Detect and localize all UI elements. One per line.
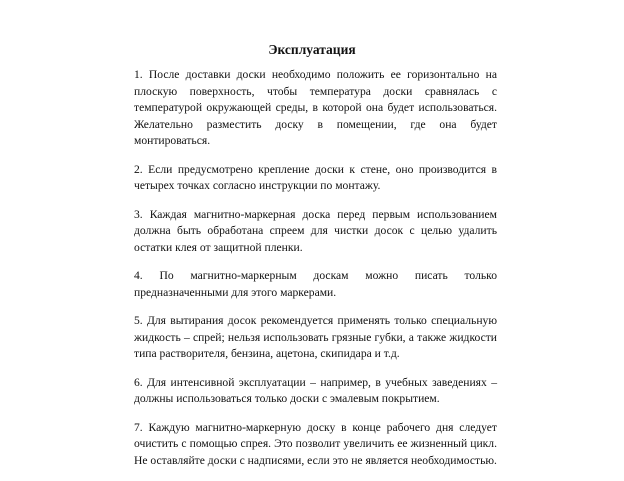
instruction-item-7: 7. Каждую магнитно-маркерную доску в конце рабочего дня следует очистить с помощью спрея. Это позволит увеличить ее жизненный цикл. Не оставляйте доски с надписями, если это не является необходимостью.	[134, 420, 497, 467]
instruction-item-5: 5. Для вытирания досок рекомендуется применять только специальную жидкость – спрей; нельзя использовать грязные губки, а также жидкости типа растворителя, бензина, ацетона, скипидара и т.д.	[134, 314, 497, 360]
instruction-item-1: 1. После доставки доски необходимо положить ее горизонтально на плоскую поверхность, чтобы температура доски сравнялась с температурой окружающей среды, в которой она будет использоваться. Желательно разместить доску в помещении, где она будет монтироваться.	[134, 68, 497, 147]
instruction-item-6: 6. Для интенсивной эксплуатации – например, в учебных заведениях – должны использоваться только доски с эмалевым покрытием.	[134, 375, 497, 405]
document-title: Эксплуатация	[268, 42, 356, 57]
instruction-item-2: 2. Если предусмотрено крепление доски к стене, оно производится в четырех точках согласно инструкции по монтажу.	[134, 162, 497, 192]
instruction-item-4: 4. По магнитно-маркерным доскам можно писать только предназначенными для этого маркерами.	[134, 269, 497, 299]
instruction-list	[134, 67, 497, 481]
instruction-item-3: 3. Каждая магнитно-маркерная доска перед первым использованием должна быть обработана спреем для чистки досок с целью удалить остатки клея от защитной пленки.	[134, 207, 497, 254]
